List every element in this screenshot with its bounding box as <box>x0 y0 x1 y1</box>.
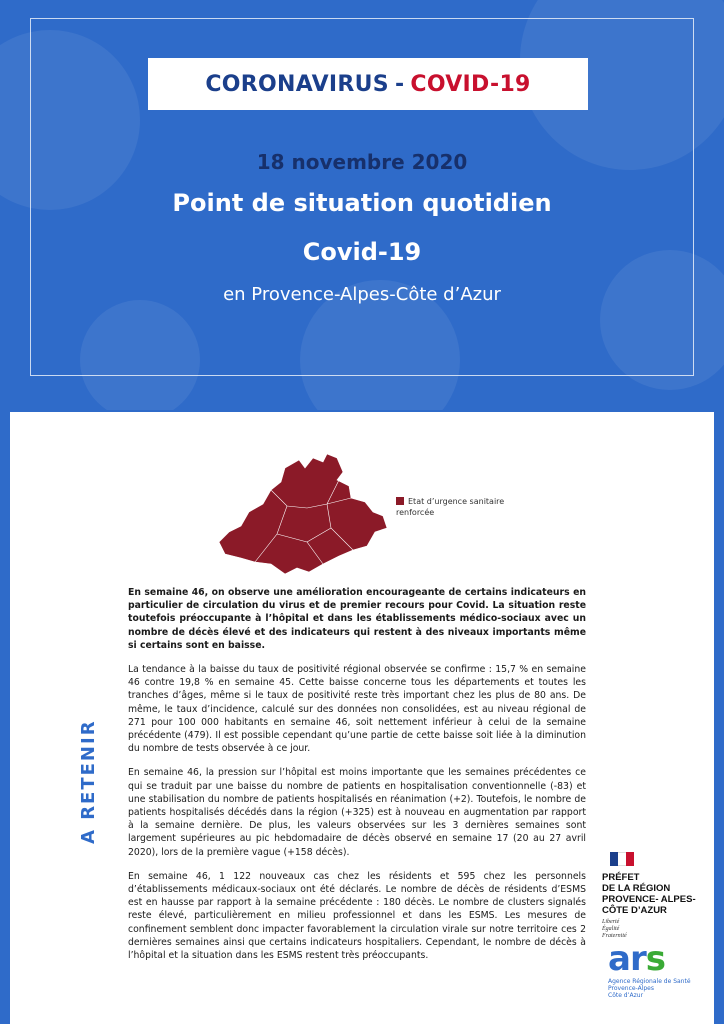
banner-coronavirus: CORONAVIRUS <box>205 71 389 97</box>
prefecture-name <box>602 872 712 916</box>
content-panel <box>10 412 714 1024</box>
ars-logo <box>608 939 718 1012</box>
prefecture-line: CÔTE D’AZUR <box>602 905 667 916</box>
banner <box>148 58 588 110</box>
lead-paragraph: En semaine 46, on observe une amélioration encourageante de certains indicateurs en particulier de circulation du virus et de premier recours pour Covid. La situation reste toutefois préoccupante à l’hôpital et dans les établissements médico-sociaux avec un nombre de décès élevé et des indicateurs qui restent à des niveaux importants même si certains sont en baisse. <box>128 587 586 651</box>
report-date: 18 novembre 2020 <box>256 150 468 174</box>
region-name: en Provence-Alpes-Côte d’Azur <box>223 284 501 305</box>
paragraph-positivity: La tendance à la baisse du taux de positivité régional observée se confirme : 15,7 % en semaine 46 contre 19,8 % en semaine 45. Cette baisse concerne tous les départements et toutes les tranches d’âges, même si le taux de positivité reste très important chez les plus de 80 ans. De même, le taux d’incidence, calculé sur des données non consolidées, est au niveau régional de 271 pour 100 000 habitants en semaine 46, soit nettement inférieur à celui de la semaine précédente (479). Il est possible cependant qu’une partie de cette baisse soit liée à la diminution du nombre de tests observée à ce jour. <box>128 664 586 755</box>
ars-sub-line: Provence-Alpes <box>608 985 654 992</box>
paragraph-esms: En semaine 46, 1 122 nouveaux cas chez les résidents et 595 chez les personnels d’établissements médicaux-sociaux ont été déclarés. Le nombre de décès de résidents d’ESMS est en hausse par rapport à la semaine précédente : 180 décès. Le nombre de clusters signalés reste élevé, particulièrement en milieu professionnel et dans les ESMS. Les mesures de confinement semblent donc impacter favorablement la circulation virale sur notre territoire ces 2 dernières semaines ainsi que certains indicateurs hospitaliers. Cependant, le nombre de décès à l’hôpital et la situation dans les ESMS restent très préoccupants. <box>128 870 586 962</box>
prefecture-line: PRÉFET <box>602 872 640 883</box>
page-subtitle: Covid-19 <box>302 238 422 266</box>
side-label-a-retenir: A RETENIR <box>78 719 99 844</box>
region-map <box>215 446 390 576</box>
prefecture-line: DE LA RÉGION <box>602 883 671 894</box>
prefecture-logo <box>602 852 712 940</box>
legend-swatch <box>396 497 404 505</box>
hero-header <box>0 0 724 410</box>
summary-text <box>128 586 586 973</box>
banner-separator: - <box>394 71 405 97</box>
french-flag-icon <box>610 852 634 866</box>
legend-label: Etat d’urgence sanitaire renforcée <box>396 497 505 517</box>
ars-sub-line: Agence Régionale de Santé <box>608 978 691 985</box>
motto-line: Égalité <box>602 926 620 932</box>
motto-line: Fraternité <box>602 933 627 939</box>
banner-covid: COVID-19 <box>410 71 531 97</box>
map-legend <box>396 496 506 518</box>
paragraph-hospital: En semaine 46, la pression sur l’hôpital est moins importante que les semaines précédentes ce qui se traduit par une baisse du nombre de patients en hospitalisation conventionnelle (-83) et une stabilisation du nombre de patients hospitalisés en réanimation (+2). Toutefois, le nombre de patients hospitalisés décédés dans la région (+325) est à nouveau en augmentation par rapport à la semaine dernière. De plus, les valeurs observées sur les 3 dernières semaines sont largement supérieures au pic hebdomadaire de décès observé en semaine 17 (20 au 27 avril 2020), lors de la première vague (+158 décès). <box>128 767 586 858</box>
republic-motto <box>602 919 712 940</box>
page-title: Point de situation quotidien <box>172 189 552 217</box>
ars-sub-line: Côte d’Azur <box>608 992 644 999</box>
prefecture-line: PROVENCE- ALPES- <box>602 894 696 905</box>
ars-wordmark: ars <box>608 939 665 979</box>
motto-line: Liberté <box>602 919 620 925</box>
map-region-shape <box>219 454 387 574</box>
ars-subtitle <box>608 978 718 999</box>
